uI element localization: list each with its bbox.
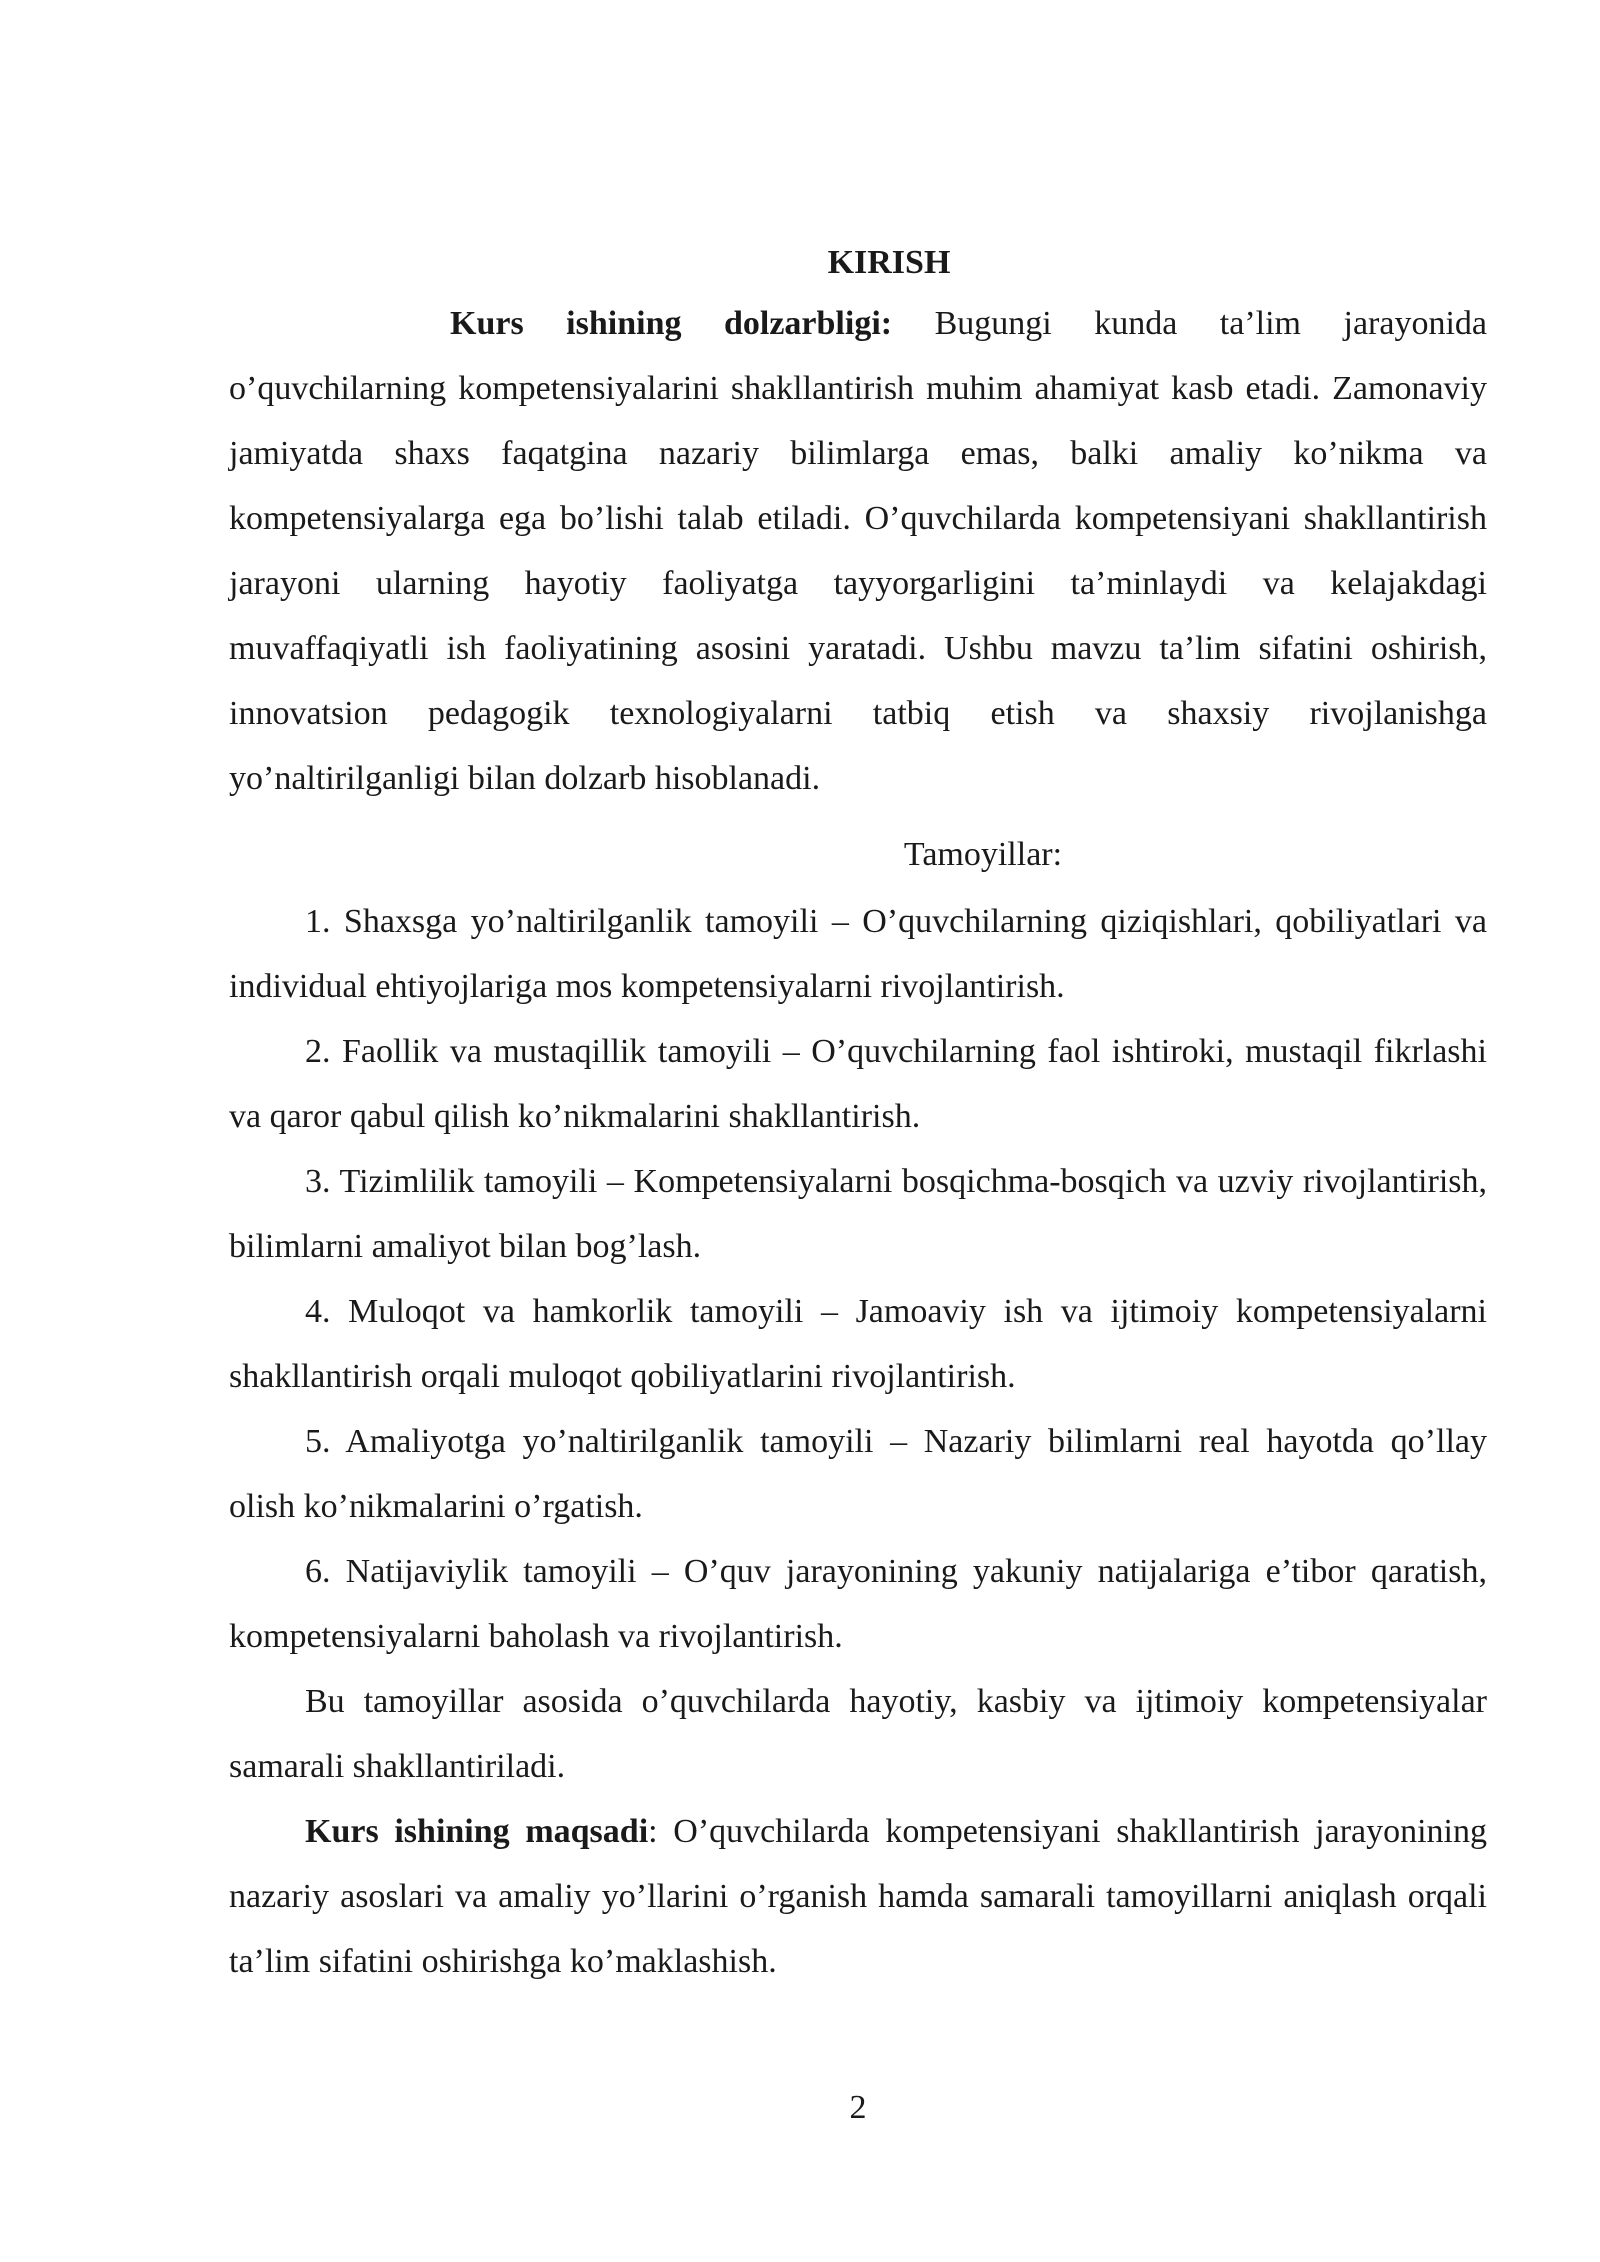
principle-item-5: 5. Amaliyotga yo’naltirilganlik tamoyili – Nazariy bilimlarni real hayotda qo’llay olish ko’nikmalarini o’rgatish. xyxy=(229,1423,1487,1525)
goal-text: : O’quvchilarda kompetensiyani shakllantirish jarayonining nazariy asoslari va amaliy yo’llarini o’rganish hamda samarali tamoyillarni aniqlash orqali ta’lim sifatini oshirishga ko’maklashish. xyxy=(229,1813,1488,1980)
intro-label: Kurs ishining dolzarbligi: xyxy=(450,305,893,342)
principle-item-4: 4. Muloqot va hamkorlik tamoyili – Jamoaviy ish va ijtimoiy kompetensiyalarni shakllantirish orqali muloqot qobiliyatlarini rivojlantirish. xyxy=(229,1293,1487,1395)
intro-paragraph xyxy=(229,291,1487,811)
principles-heading: Tamoyillar: xyxy=(903,836,1063,873)
intro-text: Bugungi kunda ta’lim jarayonida o’quvchilarning kompetensiyalarini shakllantirish muhim ahamiyat kasb etadi. Zamonaviy jamiyatda shaxs faqatgina nazariy bilimlarga emas, balki amaliy ko’nikma va kompetensiyalarga ega bo’lishi talab etiladi. O’quvchilarda kompetensiyani shakllantirish jarayoni ularning hayotiy faoliyatga tayyorgarligini ta’minlaydi va kelajakdagi muvaffaqiyatli ish faoliyatining asosini yaratadi. Ushbu mavzu ta’lim sifatini oshirish, innovatsion pedagogik texnologiyalarni tatbiq etish va shaxsiy rivojlanishga yo’naltirilganligi bilan dolzarb hisoblanadi. xyxy=(229,305,1487,797)
page-content xyxy=(229,235,1487,1994)
goal-label: Kurs ishining maqsadi xyxy=(305,1813,649,1850)
principle-item-1: 1. Shaxsga yo’naltirilganlik tamoyili – O’quvchilarning qiziqishlari, qobiliyatlari va individual ehtiyojlariga mos kompetensiyalarni rivojlantirish. xyxy=(229,903,1487,1005)
goal-paragraph xyxy=(229,1799,1487,1994)
principle-item-2: 2. Faollik va mustaqillik tamoyili – O’quvchilarning faol ishtiroki, mustaqil fikrlashi va qaror qabul qilish ko’nikmalarini shakllantirish. xyxy=(229,1033,1487,1135)
section-heading: KIRISH xyxy=(827,244,951,281)
summary-paragraph: Bu tamoyillar asosida o’quvchilarda hayotiy, kasbiy va ijtimoiy kompetensiyalar samarali shakllantiriladi. xyxy=(229,1683,1487,1785)
page-number: 2 xyxy=(849,2089,867,2126)
principle-item-3: 3. Tizimlilik tamoyili – Kompetensiyalarni bosqichma-bosqich va uzviy rivojlantirish, bilimlarni amaliyot bilan bog’lash. xyxy=(229,1163,1487,1265)
principle-item-6: 6. Natijaviylik tamoyili – O’quv jarayonining yakuniy natijalariga e’tibor qaratish, kompetensiyalarni baholash va rivojlantirish. xyxy=(229,1553,1487,1655)
